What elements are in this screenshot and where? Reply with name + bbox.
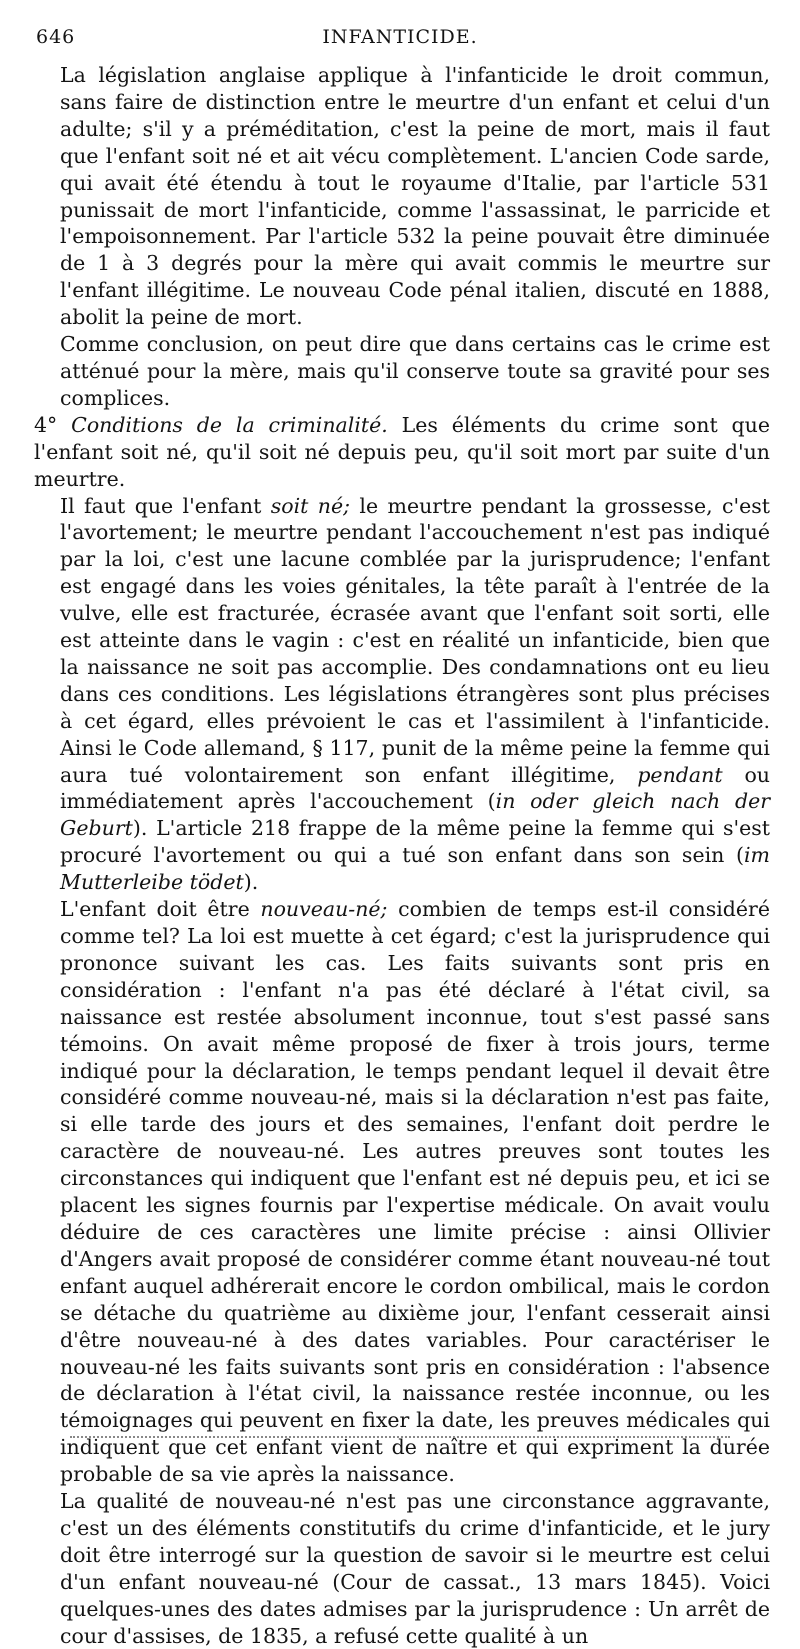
paragraph-qualite <box>60 1488 770 1649</box>
page-header <box>36 26 764 56</box>
paragraph-conditions <box>34 412 770 493</box>
text-run: ). L'article 218 frappe de la même peine la femme qui s'est procuré l'avortement ou qui a tué son enfant dans son sein ( <box>60 816 770 868</box>
paragraph-nouveau-ne <box>60 896 770 1488</box>
italic-text: soit né; <box>270 493 351 518</box>
italic-text: Conditions de la criminalité. <box>71 412 388 437</box>
text-run: L'enfant doit être <box>60 897 261 922</box>
text-run: Il faut que l'enfant <box>60 493 271 518</box>
footer-rule <box>70 1436 730 1440</box>
body-text <box>34 62 771 1649</box>
text-run: 4° <box>34 412 72 437</box>
text-run: La qualité de nouveau-né n'est pas une circonstance aggravante, c'est un des éléments constitutifs du crime d'infanticide, et le jury doit être interrogé sur la question de savoir si le meurtre est celui d'un enfant nouveau-né (Cour de cassat., 13 mars 1845). Voici quelques-unes des dates admises par la jurisprudence : Un arrêt de cour d'assises, de 1835, a refusé cette qualité à un <box>60 1489 770 1648</box>
italic-text: in oder gleich nach der Geburt <box>60 789 770 841</box>
text-run: Comme conclusion, on peut dire que dans certains cas le crime est atténué pour la mère, mais qu'il conserve toute sa gravité pour ses complices. <box>60 332 770 410</box>
text-run: combien de temps est-il considéré comme tel? La loi est muette à cet égard; c'est la jurisprudence qui prononce suivant les cas. Les faits suivants sont pris en considération : l'enfant n'a pas été déclaré à l'état civil, sa naissance est restée absolument inconnue, tout s'est passé sans témoins. On avait même proposé de fixer à trois jours, terme indiqué pour la déclaration, le temps pendant lequel il devait être considéré comme nouveau-né, mais si la déclaration n'est pas faite, si elle tarde des jours et des semaines, l'enfant doit perdre le caractère de nouveau-né. Les autres preuves sont toutes les circonstances qui indiquent que l'enfant est né depuis peu, et ici se placent les signes fournis par l'expertise médicale. On avait voulu déduire de ces caractères une limite précise : ainsi Ollivier d'Angers avait proposé de considérer comme étant nouveau-né tout enfant auquel adhérerait encore le cordon ombilical, mais le cordon se détache du quatrième au dixième jour, l'enfant cesserait ainsi d'être nouveau-né à des dates variables. Pour caractériser le nouveau-né les faits suivants sont pris en considération : l'absence de déclaration à l'état civil, la naissance restée inconnue, ou les témoignages qui peuvent en fixer la date, les preuves médicales qui indiquent que cet enfant vient de naître et qui expriment la durée probable de sa vie après la naissance. <box>60 897 770 1487</box>
paragraph-common-law <box>60 62 770 331</box>
italic-text: nouveau-né; <box>260 897 388 922</box>
italic-text: pendant <box>637 762 723 787</box>
text-run: le meurtre pendant la grossesse, c'est l'avortement; le meurtre pendant l'accouchement n'est pas indiqué par la loi, c'est une lacune comblée par la jurisprudence; l'enfant est engagé dans les voies génitales, la tête paraît à l'entrée de la vulve, elle est fracturée, écrasée avant que l'enfant soit sorti, elle est atteinte dans le vagin : c'est en réalité un infanticide, bien que la naissance ne soit pas accomplie. Des condamnations ont eu lieu dans ces conditions. Les législations étrangères sont plus précises à cet égard, elles prévoient le cas et l'assimilent à l'infanticide. Ainsi le Code allemand, § 117, punit de la même peine la femme qui aura tué volontairement son enfant illégitime, <box>60 493 770 787</box>
text-run: La législation anglaise applique à l'infanticide le droit commun, sans faire de distinction entre le meurtre d'un enfant et celui d'un adulte; s'il y a préméditation, c'est la peine de mort, mais il faut que l'enfant soit né et ait vécu complètement. L'ancien Code sarde, qui avait été étendu à tout le royaume d'Italie, par l'article 531 punissait de mort l'infanticide, comme l'assassinat, le parricide et l'empoisonnement. Par l'article 532 la peine pouvait être diminuée de 1 à 3 degrés pour la mère qui avait commis le meurtre sur l'enfant illégitime. Le nouveau Code pénal italien, discuté en 1888, abolit la peine de mort. <box>60 63 770 330</box>
page-number: 646 <box>36 26 76 48</box>
paragraph-soit-ne <box>60 493 770 897</box>
running-title: INFANTICIDE. <box>322 26 478 48</box>
text-run: ). <box>243 870 259 895</box>
text-run: Les éléments du crime sont que l'enfant soit né, qu'il soit né depuis peu, qu'il soit mort par suite d'un meurtre. <box>34 412 771 491</box>
italic-text: im Mutterleibe tödet <box>60 843 770 895</box>
text-run: ou immédiatement après l'accouchement ( <box>60 762 770 814</box>
paragraph-conclusion <box>60 331 770 412</box>
